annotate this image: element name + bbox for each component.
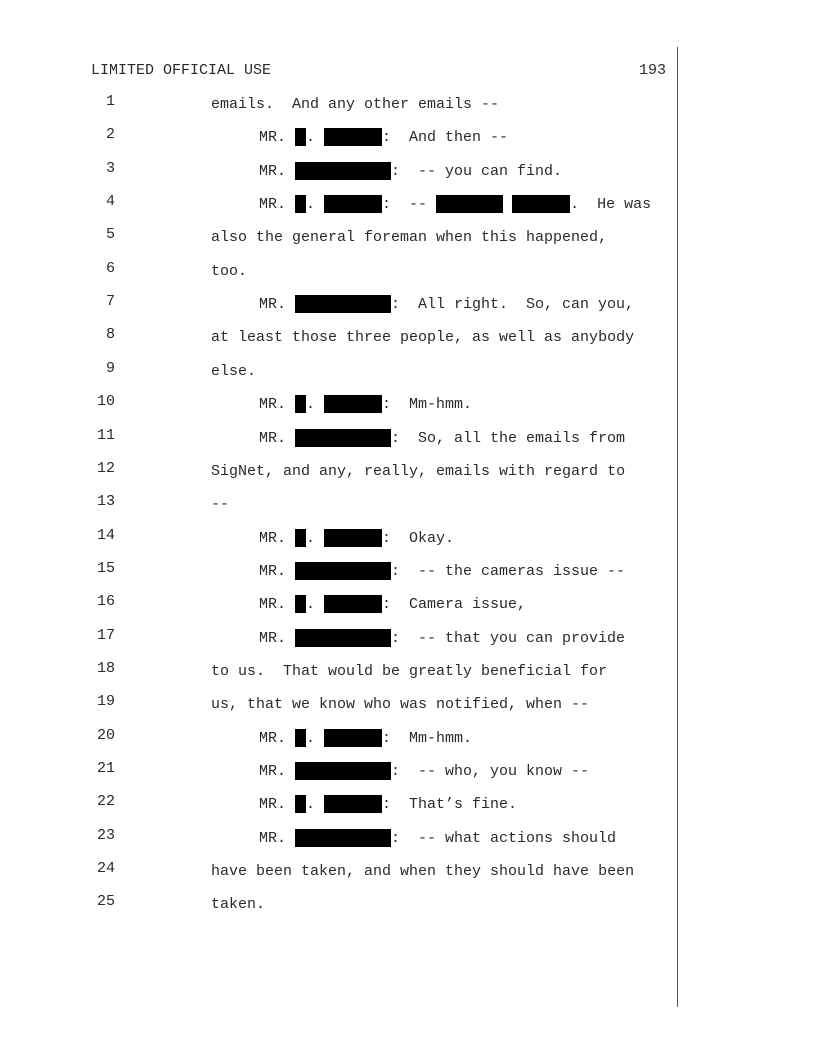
transcript-line	[0, 460, 816, 482]
line-number: 22	[96, 793, 115, 810]
transcript-line	[0, 260, 816, 282]
text-segment: : -- you can find.	[391, 162, 563, 180]
text-segment: to us. That would be greatly beneficial for	[211, 662, 608, 680]
text-segment: : Mm-hmm.	[382, 729, 473, 747]
text-segment: : -- the cameras issue --	[391, 562, 626, 580]
redaction-box	[324, 529, 382, 547]
text-segment: taken.	[211, 895, 266, 913]
line-text	[259, 560, 625, 582]
text-segment: have been taken, and when they should have been	[211, 862, 635, 880]
line-text	[211, 660, 607, 682]
line-text	[259, 627, 625, 649]
redaction-box	[324, 595, 382, 613]
line-text	[259, 760, 589, 782]
text-segment: .	[306, 128, 325, 146]
text-segment: : So, all the emails from	[391, 429, 626, 447]
line-text	[259, 827, 616, 849]
transcript-line	[0, 126, 816, 148]
line-number: 7	[105, 293, 115, 310]
transcript-line	[0, 827, 816, 849]
redaction-box	[295, 629, 391, 647]
text-segment: else.	[211, 362, 257, 380]
line-text	[211, 260, 247, 282]
text-segment: MR.	[259, 562, 296, 580]
redaction-box	[295, 195, 306, 213]
text-segment: MR.	[259, 795, 296, 813]
line-number: 4	[105, 193, 115, 210]
line-number: 25	[96, 893, 115, 910]
text-segment	[503, 196, 512, 213]
redaction-box	[436, 195, 503, 213]
line-text	[259, 193, 651, 215]
transcript-line	[0, 860, 816, 882]
text-segment: also the general foreman when this happened,	[211, 228, 608, 246]
line-number: 20	[96, 727, 115, 744]
transcript-line	[0, 693, 816, 715]
transcript-line	[0, 760, 816, 782]
line-text	[211, 360, 256, 382]
text-segment: MR.	[259, 162, 296, 180]
transcript-line	[0, 427, 816, 449]
line-text	[259, 393, 472, 415]
transcript-line	[0, 527, 816, 549]
line-number: 12	[96, 460, 115, 477]
text-segment: : Okay.	[382, 529, 455, 547]
text-segment: : -- that you can provide	[391, 629, 626, 647]
text-segment: too.	[211, 262, 248, 280]
line-number: 24	[96, 860, 115, 877]
text-segment: emails. And any other emails --	[211, 95, 500, 113]
redaction-box	[295, 795, 306, 813]
classification-header: LIMITED OFFICIAL USE	[91, 62, 272, 79]
transcript-line	[0, 393, 816, 415]
transcript-line	[0, 593, 816, 615]
redaction-box	[324, 795, 382, 813]
line-number: 3	[105, 160, 115, 177]
text-segment: MR.	[259, 429, 296, 447]
line-text	[211, 93, 499, 115]
line-text	[259, 727, 472, 749]
text-segment: : --	[382, 195, 437, 213]
line-text	[211, 860, 634, 882]
text-segment: MR.	[259, 195, 296, 213]
line-text	[211, 893, 265, 915]
line-text	[259, 593, 526, 615]
line-text	[259, 793, 517, 815]
text-segment: us, that we know who was notified, when --	[211, 695, 590, 713]
transcript-line	[0, 360, 816, 382]
text-segment: . He was	[570, 195, 652, 213]
line-text	[211, 460, 625, 482]
text-segment: : And then --	[382, 128, 509, 146]
redaction-box	[295, 729, 306, 747]
redaction-box	[295, 295, 391, 313]
text-segment: .	[306, 729, 325, 747]
text-segment: MR.	[259, 829, 296, 847]
transcript-line	[0, 293, 816, 315]
redaction-box	[295, 429, 391, 447]
line-number: 23	[96, 827, 115, 844]
redaction-box	[295, 595, 306, 613]
text-segment: : All right. So, can you,	[391, 295, 635, 313]
text-segment: .	[306, 529, 325, 547]
redaction-box	[295, 529, 306, 547]
line-text	[259, 126, 508, 148]
text-segment: : That’s fine.	[382, 795, 518, 813]
text-segment: MR.	[259, 729, 296, 747]
line-number: 10	[96, 393, 115, 410]
redaction-box	[324, 195, 382, 213]
transcript-line	[0, 193, 816, 215]
line-number: 17	[96, 627, 115, 644]
line-number: 9	[105, 360, 115, 377]
transcript-line	[0, 793, 816, 815]
text-segment: SigNet, and any, really, emails with regard to	[211, 462, 626, 480]
line-number: 18	[96, 660, 115, 677]
redaction-box	[295, 128, 306, 146]
transcript-line	[0, 226, 816, 248]
transcript-line	[0, 660, 816, 682]
text-segment: : Mm-hmm.	[382, 395, 473, 413]
line-number: 19	[96, 693, 115, 710]
text-segment: .	[306, 395, 325, 413]
text-segment: at least those three people, as well as anybody	[211, 328, 635, 346]
text-segment: .	[306, 195, 325, 213]
transcript-line	[0, 560, 816, 582]
text-segment: MR.	[259, 395, 296, 413]
redaction-box	[295, 762, 391, 780]
line-number: 14	[96, 527, 115, 544]
text-segment: MR.	[259, 629, 296, 647]
line-text	[259, 527, 454, 549]
text-segment: : Camera issue,	[382, 595, 527, 613]
transcript-line	[0, 627, 816, 649]
line-text	[211, 326, 634, 348]
text-segment: MR.	[259, 595, 296, 613]
transcript-line	[0, 326, 816, 348]
transcript-line	[0, 160, 816, 182]
redaction-box	[295, 562, 391, 580]
line-text	[259, 160, 562, 182]
line-text	[259, 427, 625, 449]
transcript-line	[0, 493, 816, 515]
line-number: 15	[96, 560, 115, 577]
redaction-box	[324, 128, 382, 146]
text-segment: : -- what actions should	[391, 829, 617, 847]
line-number: 6	[105, 260, 115, 277]
line-number: 21	[96, 760, 115, 777]
line-number: 11	[96, 427, 115, 444]
line-text	[211, 693, 589, 715]
line-text	[259, 293, 634, 315]
redaction-box	[324, 395, 382, 413]
transcript-line	[0, 893, 816, 915]
redaction-box	[295, 829, 391, 847]
line-number: 5	[105, 226, 115, 243]
text-segment: MR.	[259, 128, 296, 146]
line-number: 16	[96, 593, 115, 610]
redaction-box	[295, 162, 391, 180]
text-segment: .	[306, 795, 325, 813]
text-segment: MR.	[259, 762, 296, 780]
redaction-box	[512, 195, 570, 213]
line-number: 13	[96, 493, 115, 510]
text-segment: .	[306, 595, 325, 613]
redaction-box	[324, 729, 382, 747]
transcript-line	[0, 727, 816, 749]
text-segment: --	[211, 495, 230, 513]
transcript-line	[0, 93, 816, 115]
page-number: 193	[638, 62, 666, 79]
line-number: 8	[105, 326, 115, 343]
line-number: 1	[105, 93, 115, 110]
text-segment: : -- who, you know --	[391, 762, 590, 780]
text-segment: MR.	[259, 529, 296, 547]
line-text	[211, 226, 607, 248]
line-text	[211, 493, 229, 515]
redaction-box	[295, 395, 306, 413]
text-segment: MR.	[259, 295, 296, 313]
line-number: 2	[105, 126, 115, 143]
